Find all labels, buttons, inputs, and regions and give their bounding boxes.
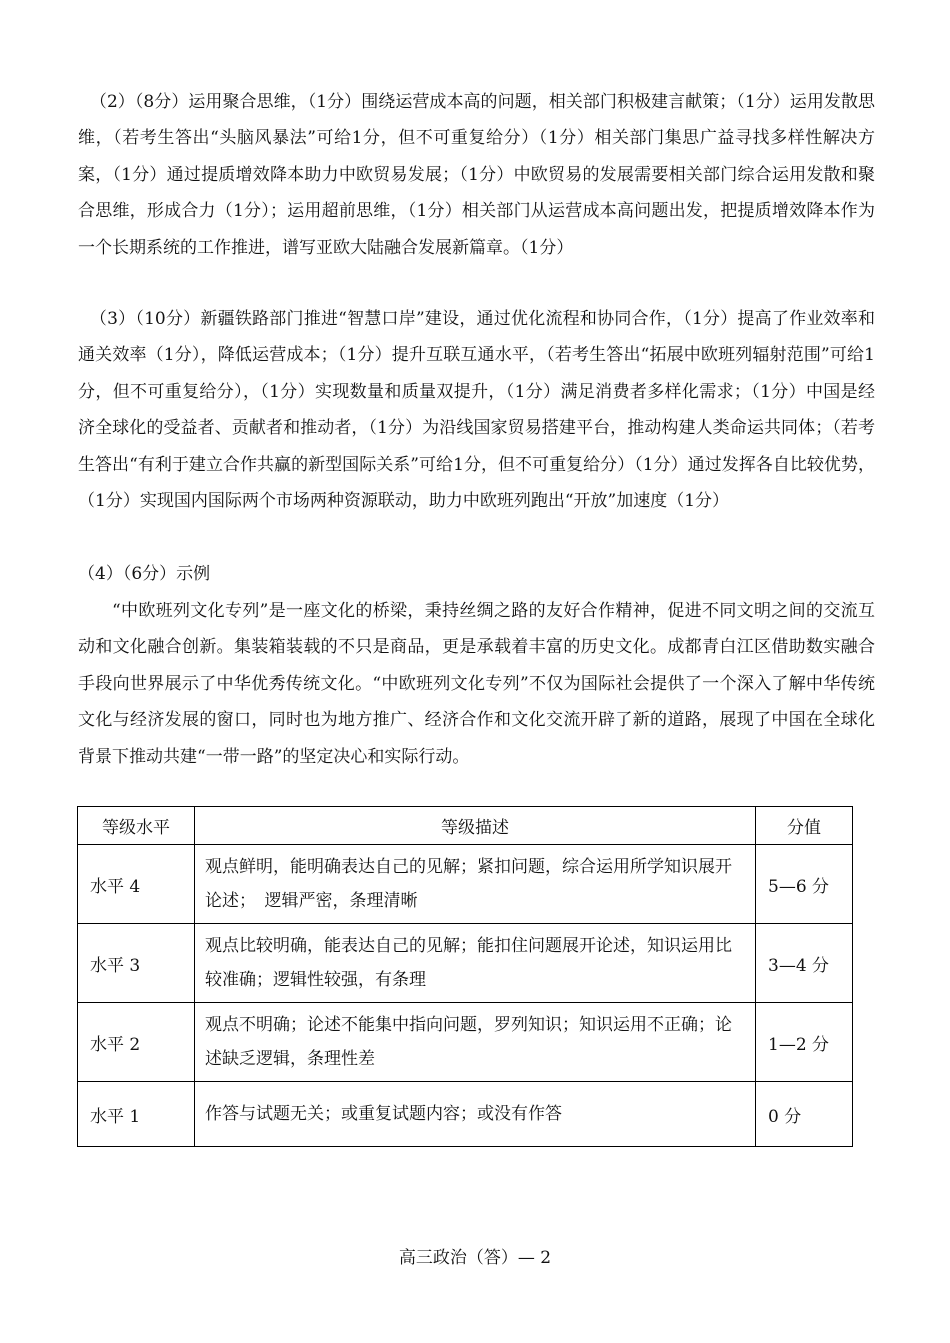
rubric-row xyxy=(78,1082,853,1147)
rubric-score: 3—4 分 xyxy=(756,924,853,1003)
rubric-row xyxy=(78,845,853,924)
header-score: 分值 xyxy=(756,807,853,845)
scoring-rubric-table xyxy=(77,806,853,1147)
answer-q4-example: “中欧班列文化专列”是一座文化的桥梁，秉持丝绸之路的友好合作精神，促进不同文明之间的交流互动和文化融合创新。集装箱装载的不只是商品，更是承载着丰富的历史文化。成都青白江区借助数实融合手段向世界展示了中华优秀传统文化。“中欧班列文化专列”不仅为国际社会提供了一个深入了解中华传统文化与经济发展的窗口，同时也为地方推广、经济合作和文化交流开辟了新的道路，展现了中国在全球化背景下推动共建“一带一路”的坚定决心和实际行动。 xyxy=(78,601,875,767)
rubric-score: 5—6 分 xyxy=(756,845,853,924)
rubric-score: 1—2 分 xyxy=(756,1003,853,1082)
rubric-level: 水平 2 xyxy=(78,1003,195,1082)
rubric-row xyxy=(78,1003,853,1082)
page-footer: 高三政治（答）— 2 xyxy=(398,1248,552,1268)
rubric-header-row xyxy=(78,807,853,845)
rubric-description: 观点鲜明，能明确表达自己的见解；紧扣问题，综合运用所学知识展开论述； 逻辑严密，条理清晰 xyxy=(195,845,756,924)
rubric-description: 观点比较明确，能表达自己的见解；能扣住问题展开论述，知识运用比较准确；逻辑性较强，有条理 xyxy=(195,924,756,1003)
header-description: 等级描述 xyxy=(195,807,756,845)
header-level: 等级水平 xyxy=(78,807,195,845)
answer-q2: （2）（8分）运用聚合思维，（1分）围绕运营成本高的问题，相关部门积极建言献策；（1分）运用发散思维，（若考生答出“头脑风暴法”可给1分，但不可重复给分）（1分）相关部门集思广益寻找多样性解决方案，（1分）通过提质增效降本助力中欧贸易发展；（1分）中欧贸易的发展需要相关部门综合运用发散和聚合思维，形成合力（1分）；运用超前思维，（1分）相关部门从运营成本高问题出发，把提质增效降本作为一个长期系统的工作推进，谱写亚欧大陆融合发展新篇章。（1分） xyxy=(78,92,875,258)
rubric-level: 水平 3 xyxy=(78,924,195,1003)
answer-q4-heading: （4）（6分）示例 xyxy=(78,564,211,584)
rubric-description: 观点不明确；论述不能集中指向问题，罗列知识；知识运用不正确；论述缺乏逻辑，条理性差 xyxy=(195,1003,756,1082)
answer-q3: （3）（10分）新疆铁路部门推进“智慧口岸”建设，通过优化流程和协同合作，（1分）提高了作业效率和通关效率（1分），降低运营成本；（1分）提升互联互通水平，（若考生答出“拓展中欧班列辐射范围”可给1分，但不可重复给分），（1分）实现数量和质量双提升，（1分）满足消费者多样化需求；（1分）中国是经济全球化的受益者、贡献者和推动者，（1分）为沿线国家贸易搭建平台，推动构建人类命运共同体；（若考生答出“有利于建立合作共赢的新型国际关系”可给1分，但不可重复给分）（1分）通过发挥各自比较优势，（1分）实现国内国际两个市场两种资源联动，助力中欧班列跑出“开放”加速度（1分） xyxy=(78,309,875,512)
rubric-level: 水平 4 xyxy=(78,845,195,924)
rubric-row xyxy=(78,924,853,1003)
rubric-description: 作答与试题无关；或重复试题内容；或没有作答 xyxy=(195,1082,756,1147)
rubric-score: 0 分 xyxy=(756,1082,853,1147)
rubric-level: 水平 1 xyxy=(78,1082,195,1147)
